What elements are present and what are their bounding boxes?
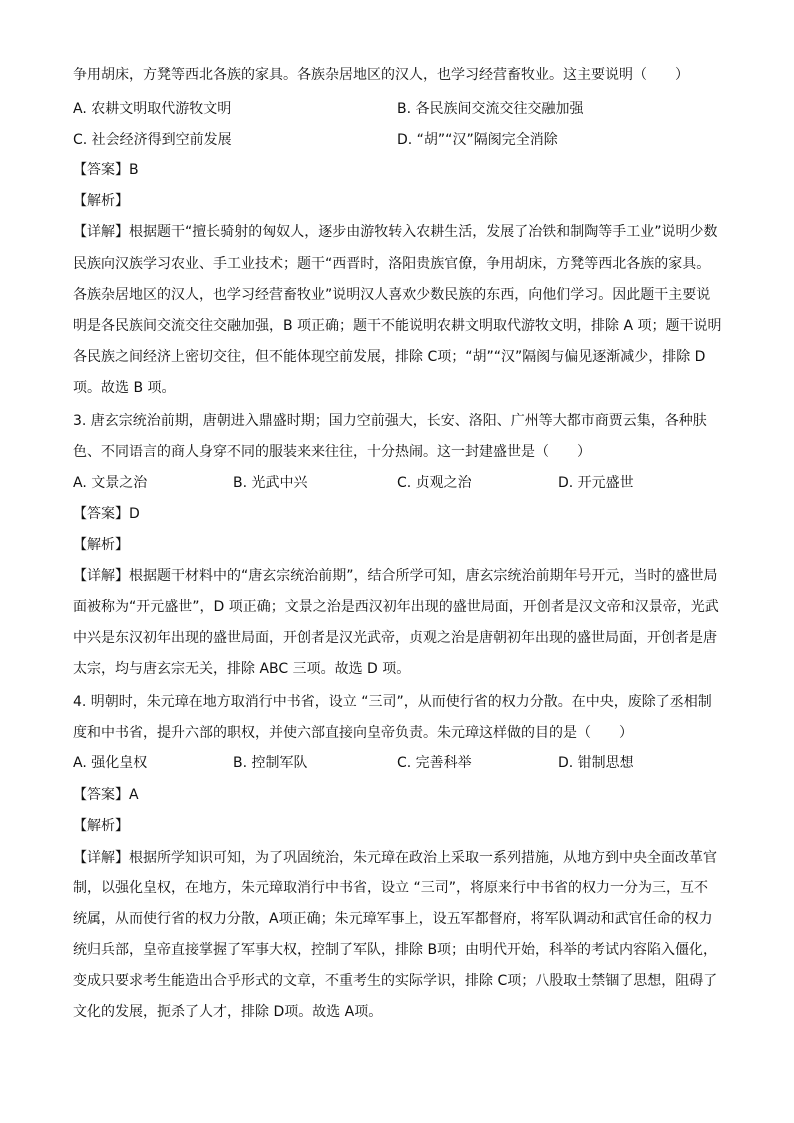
- q4-detail-line: 【详解】根据所学知识可知，为了巩固统治，朱元璋在政治上采取一系列措施，从地方到中央全面改革官: [73, 850, 717, 866]
- q4-analysis-label: 【解析】: [73, 818, 129, 834]
- q2-option-d: D. “胡”“汉”隔阂完全消除: [397, 132, 558, 148]
- q2-detail-line: 各族杂居地区的汉人，也学习经营畜牧业”说明汉人喜欢少数民族的东西，向他们学习。因此题干主要说: [73, 287, 711, 303]
- q2-stem-tail: 争用胡床，方凳等西北各族的家具。各族杂居地区的汉人，也学习经营畜牧业。这主要说明（ ）: [73, 67, 689, 83]
- q4-detail-line: 变成只要求考生能造出合乎形式的文章，不重考生的实际学识，排除 C项；八股取士禁锢了思想，阻碍了: [73, 973, 718, 989]
- q4-detail-line: 统属，从而使行省的权力分散，A项正确；朱元璋军事上，设五军都督府，将军队调动和武官任命的权力: [73, 911, 713, 927]
- q4-option-c: C. 完善科举: [397, 755, 472, 771]
- q3-detail-line: 太宗，均与唐玄宗无关，排除 ABC 三项。故选 D 项。: [73, 661, 411, 677]
- q2-answer: 【答案】B: [73, 162, 139, 178]
- q2-detail-line: 项。故选 B 项。: [73, 380, 176, 396]
- q3-detail-line: 【详解】根据题干材料中的“唐玄宗统治前期”，结合所学可知，唐玄宗统治前期年号开元，当时的盛世局: [73, 568, 718, 584]
- q4-option-a: A. 强化皇权: [73, 755, 148, 771]
- q3-option-d: D. 开元盛世: [558, 475, 634, 491]
- q3-option-a: A. 文景之治: [73, 475, 148, 491]
- q4-detail-line: 统归兵部，皇帝直接掌握了军事大权，控制了军队，排除 B项；由明代开始，科举的考试内容陷入僵化，: [73, 942, 718, 958]
- q3-stem-line: 色、不同语言的商人身穿不同的服装来来往往，十分热闹。这一封建盛世是（ ）: [73, 444, 591, 460]
- q4-detail-line: 文化的发展，扼杀了人才，排除 D项。故选 A项。: [73, 1004, 383, 1020]
- q4-option-d: D. 钳制思想: [558, 755, 634, 771]
- q3-option-c: C. 贞观之治: [397, 475, 472, 491]
- q4-detail-line: 制，以强化皇权，在地方，朱元璋取消行中书省，设立 “三司”，将原来行中书省的权力一分为三，互不: [73, 880, 708, 896]
- q3-option-b: B. 光武中兴: [233, 475, 308, 491]
- q3-stem-line: 3. 唐玄宗统治前期，唐朝进入鼎盛时期；国力空前强大，长安、洛阳、广州等大都市商贾云集，各种肤: [73, 413, 707, 429]
- q2-detail-line: 各民族之间经济上密切交往，但不能体现空前发展，排除 C项；“胡”“汉”隔阂与偏见逐渐减少，排除 D: [73, 349, 706, 365]
- q2-option-c: C. 社会经济得到空前发展: [73, 132, 232, 148]
- q2-detail-line: 【详解】根据题干“擅长骑射的匈奴人，逐步由游牧转入农耕生活，发展了冶铁和制陶等手工业”说明少数: [73, 224, 718, 240]
- q2-option-a: A. 农耕文明取代游牧文明: [73, 101, 232, 117]
- q4-option-b: B. 控制军队: [233, 755, 308, 771]
- q3-analysis-label: 【解析】: [73, 537, 129, 553]
- q2-analysis-label: 【解析】: [73, 193, 129, 209]
- q3-detail-line: 面被称为“开元盛世”，D 项正确；文景之治是西汉初年出现的盛世局面，开创者是汉文帝和汉景帝，光武: [73, 599, 719, 615]
- q2-option-b: B. 各民族间交流交往交融加强: [397, 101, 584, 117]
- q4-answer: 【答案】A: [73, 787, 139, 803]
- q3-answer: 【答案】D: [73, 506, 140, 522]
- q4-stem-line: 度和中书省，提升六部的职权，并使六部直接向皇帝负责。朱元璋这样做的目的是（ ）: [73, 725, 633, 741]
- q2-detail-line: 民族向汉族学习农业、手工业技术；题干“西晋时，洛阳贵族官僚，争用胡床，方凳等西北各族的家具。: [73, 256, 711, 272]
- q4-stem-line: 4. 明朝时，朱元璋在地方取消行中书省，设立 “三司”，从而使行省的权力分散。在中央，废除了丞相制: [73, 694, 712, 710]
- q2-detail-line: 明是各民族间交流交往交融加强，B 项正确；题干不能说明农耕文明取代游牧文明，排除 A 项；题干说明: [73, 318, 722, 334]
- q3-detail-line: 中兴是东汉初年出现的盛世局面，开创者是汉光武帝，贞观之治是唐朝初年出现的盛世局面，开创者是唐: [73, 630, 717, 646]
